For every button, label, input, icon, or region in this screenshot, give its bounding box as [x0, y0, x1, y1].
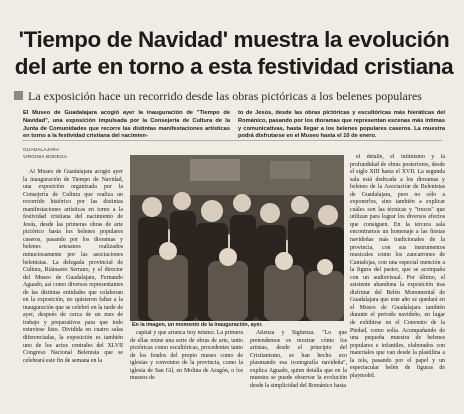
- body-column-1: [23, 169, 123, 394]
- lead-paragraph-right: to de Jesús, desde las obras pictóricas y escultóricas más hieráticas del Románico, pasando por los dioramas que representan escenas más íntimas y comunicativas, hasta llegar a los belenes populares caseros. La muestra podrá disfrutarse en el Museo hasta el 10 de enero.: [238, 110, 445, 140]
- headline: 'Tiempo de Navidad' muestra la evolución del arte en torno a esta festividad cristiana: [14, 27, 454, 79]
- subhead: [14, 88, 454, 104]
- lead-paragraph-left: El Museo de Guadalajara acogió ayer la inauguración de "Tiempo de Navidad", una exposición impulsada por la Consejería de Cultura de la Junta de Comunidades que recorre las distintas manifestaciones artísticas en torno a la festividad cristiana del nacimien-: [23, 110, 230, 140]
- body-text: capital y que arranca hoy mismo. La primera de ellas reúne una serie de obras de arte, tanto pictóricas como escultóricas, procedentes tanto de los fondos del propio museo como de iglesias y conventos de la provincia, como la iglesia de San Gil, en Molina de Aragón, o los museos de: [130, 330, 243, 382]
- subhead-text: La exposición hace un recorrido desde las obras pictóricas a los belenes populares: [28, 89, 422, 103]
- body-text: el detalle, el intimismo y la profundidad de obras posteriores, desde el siglo XIII hasta el XVII. La segunda sala está dedicada a los dioramas y belenes de la Asociación de Belenistas de Guadalajara, pero no sólo a exponerlos, sino también a explicar cuáles son las técnicas y "trucos" que utilizan para lograr los diversos efectos que consiguen. En la tercera sala encontramos un homenaje a las fiestas navideñas más tradicionales de la provincia, con sus instrumentos musicales como los zancarrones de Cantalojas, con una especial mención a la figura del pastor, que se acompaña con un audiovisual. Por último, el asistente abandona la exposición tras disfrutar del Belén Monumental de Guadalajara que este año se quedará en el Museo de Guadalajara también durante el periodo navideño, en lugar de exhibirse en el Convento de la Piedad, como solía. Acompañando de una pequeña muestra de belenes populares e infantiles, elaborados con materiales que van desde la plastilina a la tela, pasando por el papel y un espectacular belén de figuras de playmobil.: [350, 154, 445, 379]
- body-column-4: [350, 154, 445, 394]
- bullet-square-icon: [14, 91, 23, 100]
- byline-author: VIRGINIA BODEGA: [23, 155, 68, 160]
- crowd-photo-image: [130, 155, 344, 321]
- section-divider: [22, 140, 442, 141]
- body-column-3: [250, 330, 347, 394]
- news-photo: [130, 155, 344, 321]
- body-column-2: [130, 330, 243, 394]
- body-text: Al Museo de Guadalajara acogió ayer la inauguración de Tiempo de Navidad, una exposición organizada por la Consejería de Cultura que realiza un recorrido histórico por las distintas manifestaciones artísticas en torno a la festividad cristiana del nacimiento de Jesús, desde las primeras obras de arte pictórico hasta los belenes populares caseros, pasando por los dioramas y belenes artesanos realizados minuciosamente por las asociaciones belenistas. La delegada provincial de Cultura, Riánsares Serrano, y el director del Museo de Guadalajara, Fernando Aguado, así como diversos representantes de las distintas entidades que colaboran en la exposición, no quisieron faltar a la inauguración que se celebró en la tarde de ayer, después de cerca de un mes de trabajo y preparativos para que todo estuviese listo. Dividida en cuatro salas diferenciadas, la exposición es también uno de los actos centrales del XLVII Congreso Nacional Belenista que se celebrará este fin de semana en la: [23, 169, 123, 364]
- byline-place: GUADALAJARA: [23, 148, 60, 153]
- body-text: Atienza y Sigüenza. "Lo que pretendemos es mostrar cómo los artistas, desde el principio del Cristianismo, se han hecho eco plasmando esa iconografía navideña", explica Aguado, quien detalla que en la muestra se puede observar la evolución desde la simplicidad del Románico hasta: [250, 330, 347, 389]
- photo-caption: En la imagen, un momento de la inauguración, ayer.: [132, 322, 263, 328]
